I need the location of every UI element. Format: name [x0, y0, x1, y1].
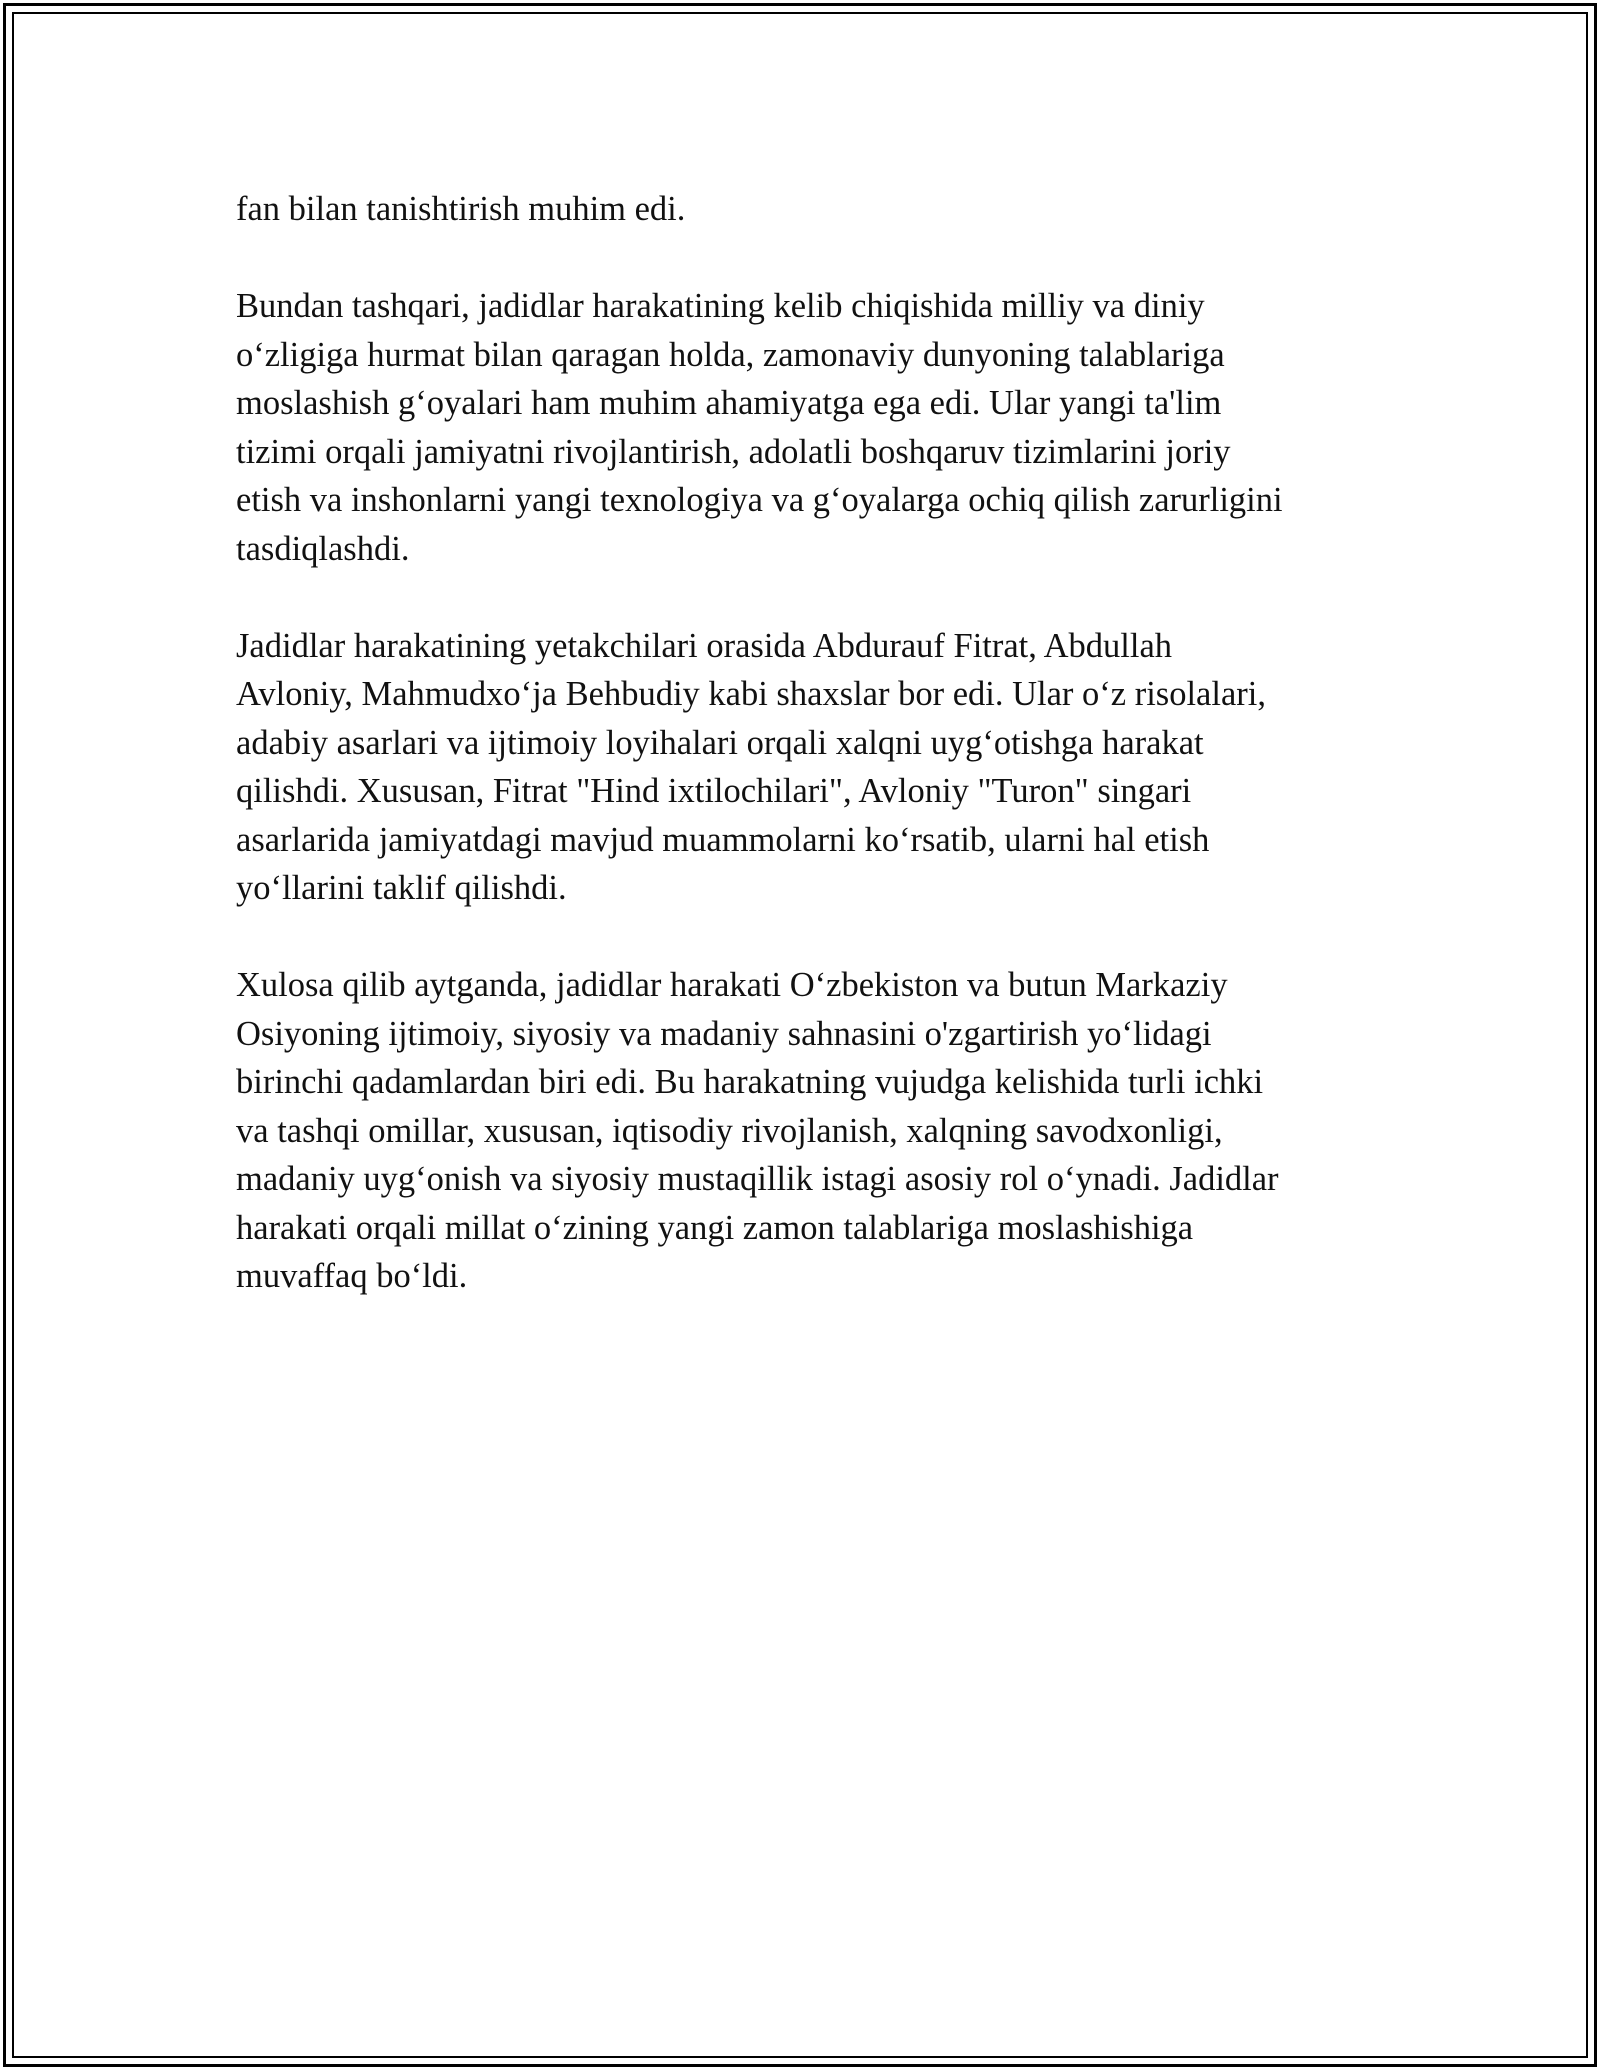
text-line: o‘zligiga hurmat bilan qaragan holda, zamonaviy dunyoning talablariga [236, 335, 1225, 374]
text-line: moslashish g‘oyalari ham muhim ahamiyatga ega edi. Ular yangi ta'lim [236, 384, 1222, 422]
paragraph-modern-ideas [236, 282, 1366, 573]
text-line: madaniy uyg‘onish va siyosiy mustaqillik istagi asosiy rol o‘ynadi. Jadidlar [236, 1160, 1279, 1198]
text-line: Osiyoning ijtimoiy, siyosiy va madaniy sahnasini o'zgartirish yo‘lidagi [236, 1014, 1212, 1053]
text-line: adabiy asarlari va ijtimoiy loyihalari orqali xalqni uyg‘otishga harakat [236, 723, 1204, 762]
text-line: fan bilan tanishtirish muhim edi. [236, 190, 686, 228]
document-body [236, 185, 1366, 1349]
text-line: harakati orqali millat o‘zining yangi zamon talablariga moslashishiga [236, 1208, 1194, 1247]
paragraph-conclusion [236, 961, 1366, 1301]
text-line: yo‘llarini taklif qilishdi. [236, 869, 567, 907]
text-line: birinchi qadamlardan biri edi. Bu harakatning vujudga kelishida turli ichki [236, 1063, 1264, 1101]
paragraph-leaders [236, 622, 1366, 913]
text-line: tizimi orqali jamiyatni rivojlantirish, adolatli boshqaruv tizimlarini joriy [236, 432, 1231, 471]
text-line: va tashqi omillar, xususan, iqtisodiy rivojlanish, xalqning savodxonligi, [236, 1111, 1223, 1150]
text-line: etish va inshonlarni yangi texnologiya va g‘oyalarga ochiq qilish zarurligini [236, 481, 1283, 519]
text-line: Avloniy, Mahmudxo‘ja Behbudiy kabi shaxslar bor edi. Ular o‘z risolalari, [236, 675, 1266, 713]
paragraph-continuation [236, 185, 1366, 234]
text-line: Bundan tashqari, jadidlar harakatining kelib chiqishida milliy va diniy [236, 287, 1205, 325]
text-line: tasdiqlashdi. [236, 529, 410, 568]
text-line: muvaffaq bo‘ldi. [236, 1257, 468, 1295]
text-line: asarlarida jamiyatdagi mavjud muammolarni ko‘rsatib, ularni hal etish [236, 820, 1210, 859]
text-line: Jadidlar harakatining yetakchilari orasida Abdurauf Fitrat, Abdullah [236, 626, 1173, 665]
text-line: qilishdi. Xususan, Fitrat "Hind ixtilochilari", Avloniy "Turon" singari [236, 772, 1192, 810]
text-line: Xulosa qilib aytganda, jadidlar harakati O‘zbekiston va butun Markaziy [236, 966, 1228, 1004]
